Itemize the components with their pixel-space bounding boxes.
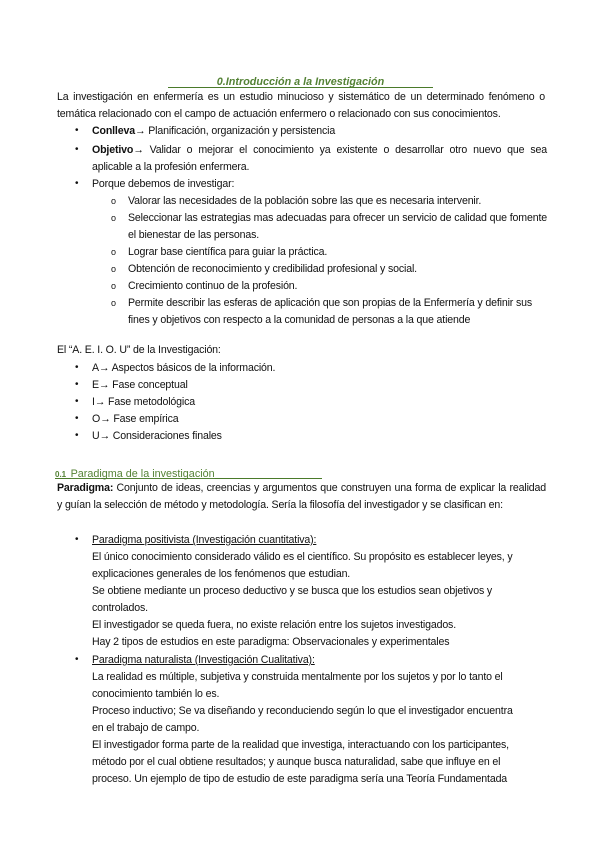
bullet-dot: •: [75, 396, 79, 407]
aeiou-letter: I: [92, 396, 95, 408]
arrow-icon: →: [100, 413, 111, 425]
aeiou-title: El “A. E. I. O. U” de la Investigación:: [57, 344, 221, 356]
bullet-dot: •: [75, 125, 79, 136]
section-heading: [55, 464, 322, 479]
positivista-line: Hay 2 tipos de estudios en este paradigma: Observacionales y experimentales: [92, 636, 450, 648]
sub-bullet: Permite describir las esferas de aplicación que son propias de la Enfermería y definir sus fines y objetivos con respecto a la comunidad de personas a la que atiende: [128, 297, 532, 326]
aeiou-text: Aspectos básicos de la información.: [109, 362, 276, 374]
bullet-dot: •: [75, 178, 79, 189]
bullet-label: Objetivo: [92, 144, 134, 156]
bullet-dot: •: [75, 430, 79, 441]
aeiou-letter: A: [92, 362, 99, 374]
naturalista-title: Paradigma naturalista (Investigación Cualitativa):: [92, 654, 315, 666]
aeiou-item: [92, 360, 492, 377]
naturalista-line: El investigador forma parte de la realidad que investiga, interactuando con los participantes,: [92, 739, 509, 751]
circle-bullet-icon: o: [111, 264, 117, 274]
naturalista-line: La realidad es múltiple, subjetiva y construida mentalmente por los sujetos y por lo tanto el: [92, 671, 503, 683]
bullet-dot: •: [75, 144, 79, 155]
naturalista-line: método por el cual obtiene resultados; y aunque busca naturalidad, sabe que influye en el: [92, 756, 501, 768]
arrow-icon: →: [99, 430, 110, 442]
sub-bullet: Seleccionar las estrategias mas adecuadas para ofrecer un servicio de calidad que fomente el bienestar de las personas.: [128, 212, 547, 241]
aeiou-text: Fase empírica: [110, 413, 179, 425]
bullet-conlleva: [92, 123, 552, 140]
sub-bullet: Obtención de reconocimiento y credibilidad profesional y social.: [128, 263, 417, 275]
circle-bullet-icon: o: [111, 213, 117, 223]
circle-bullet-icon: o: [111, 281, 117, 291]
bullet-porque: Porque debemos de investigar:: [92, 178, 235, 190]
positivista-line: Se obtiene mediante un proceso deductivo y se busca que los estudios sean objetivos y: [92, 585, 493, 597]
circle-bullet-icon: o: [111, 298, 117, 308]
arrow-icon: →: [98, 379, 110, 391]
aeiou-text: Consideraciones finales: [109, 430, 222, 442]
naturalista-line: proceso. Un ejemplo de tipo de estudio de este paradigma sería una Teoría Fundamentada: [92, 773, 508, 785]
aeiou-text: Fase conceptual: [109, 379, 188, 391]
bullet-dot: •: [75, 534, 79, 545]
positivista-line: El investigador se queda fuera, no existe relación entre los sujetos investigados.: [92, 619, 457, 631]
positivista-line: explicaciones generales de los fenómenos que estudian.: [92, 568, 351, 580]
aeiou-item: [92, 377, 492, 394]
naturalista-line: en el trabajo de campo.: [92, 722, 200, 734]
paradigma-label: Paradigma:: [57, 482, 114, 494]
section-number: 0.1: [55, 470, 67, 479]
arrow-icon: →: [94, 396, 106, 408]
circle-bullet-icon: o: [111, 196, 117, 206]
bullet-dot: •: [75, 362, 79, 373]
title-underline: [168, 72, 433, 88]
sub-bullet: Crecimiento continuo de la profesión.: [128, 280, 298, 292]
bullet-dot: •: [75, 413, 79, 424]
arrow-icon: →: [98, 362, 110, 374]
sub-bullet: Lograr base científica para guiar la práctica.: [128, 246, 328, 258]
bullet-objetivo: [92, 142, 547, 175]
aeiou-item: [92, 394, 492, 411]
bullet-label: Conlleva: [92, 125, 135, 137]
section-title: Paradigma de la investigación: [70, 468, 215, 480]
arrow-icon: →: [134, 125, 146, 137]
aeiou-item: [92, 428, 492, 445]
naturalista-line: Proceso inductivo; Se va diseñando y reconduciendo según lo que el investigador encuentra: [92, 705, 513, 717]
intro-paragraph: La investigación en enfermería es un estudio minucioso y sistemático de un determinado fenómeno o temática relacionado con el campo de actuación enfermero o relacionado con sus conocimientos.: [57, 91, 545, 120]
positivista-line: controlados.: [92, 602, 148, 614]
aeiou-item: [92, 411, 492, 428]
aeiou-letter: U: [92, 430, 100, 442]
paradigma-text: Conjunto de ideas, creencias y argumentos que construyen una forma de explicar la realidad y guían la selección de método y metodología. Sería la filosofía del investigador y se clasifican en:: [57, 482, 546, 511]
naturalista-line: conocimiento también lo es.: [92, 688, 220, 700]
aeiou-letter: O: [92, 413, 101, 425]
aeiou-text: Fase metodológica: [105, 396, 196, 408]
positivista-line: El único conocimiento considerado válido es el científico. Su propósito es establecer leyes, y: [92, 551, 513, 563]
aeiou-letter: E: [92, 379, 99, 391]
arrow-icon: →: [133, 144, 144, 156]
paradigma-definition: [57, 480, 546, 513]
sub-bullet: Valorar las necesidades de la población sobre las que es necesaria intervenir.: [128, 195, 482, 207]
bullet-dot: •: [75, 379, 79, 390]
page-title: 0.Introducción a la Investigación: [216, 76, 385, 88]
bullet-dot: •: [75, 654, 79, 665]
bullet-text: Validar o mejorar el conocimiento ya existente o desarrollar otro nuevo que sea aplicable a la profesión enfermera.: [92, 144, 547, 173]
positivista-title: Paradigma positivista (Investigación cuantitativa):: [92, 534, 317, 546]
circle-bullet-icon: o: [111, 247, 117, 257]
bullet-text: Planificación, organización y persistencia: [145, 125, 336, 137]
